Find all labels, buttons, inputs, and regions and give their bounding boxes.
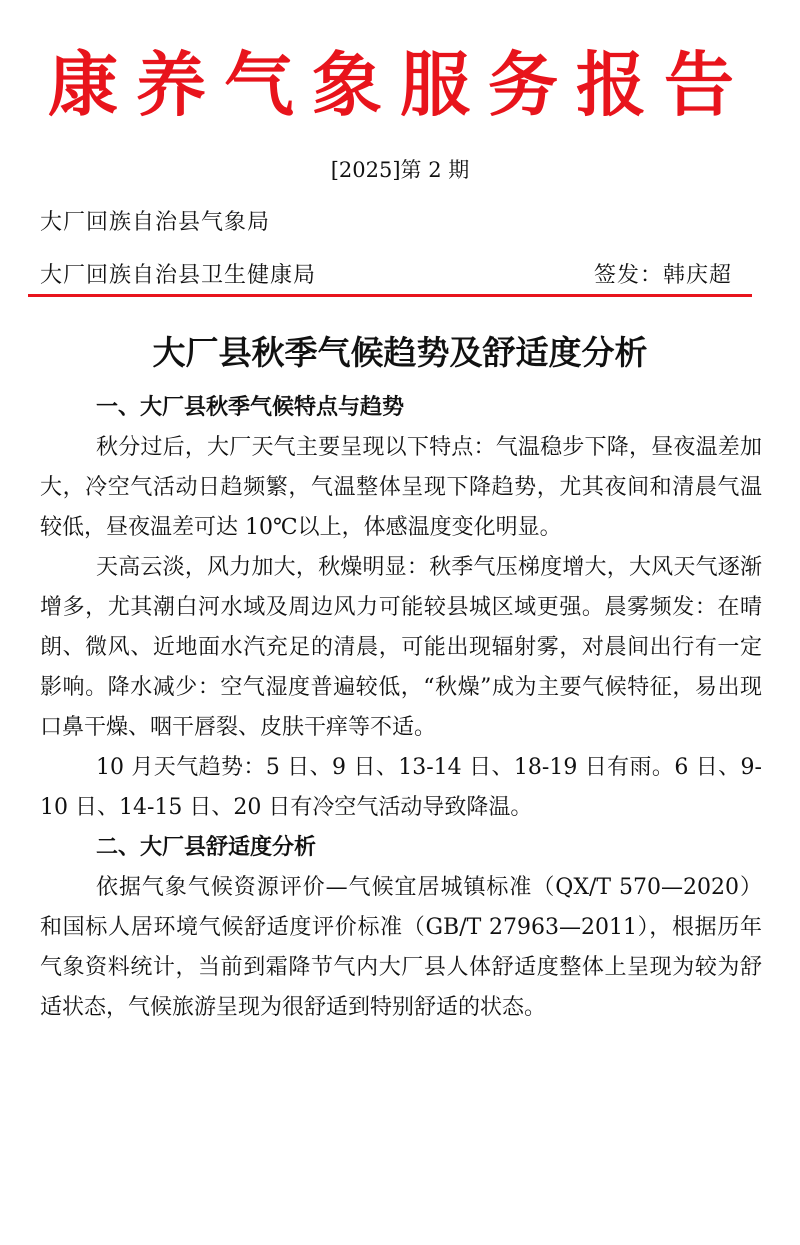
section-heading-climate: 一、大厂县秋季气候特点与趋势 bbox=[96, 395, 405, 420]
issuer-health-bureau: 大厂回族自治县卫生健康局 bbox=[40, 263, 317, 288]
paragraph-climate-2: 天高云淡，风力加大，秋燥明显：秋季气压梯度增大，大风天气逐渐增多，尤其潮白河水域及周边风力可能较县城区域更强。晨雾频发：在晴朗、微风、近地面水汽充足的清晨，可能出现辐射雾，对晨间出行有一定影响。降水减少：空气湿度普遍较低，“秋燥”成为主要气候特征，易出现口鼻干燥、咽干唇裂、皮肤干痒等不适。 bbox=[40, 555, 762, 740]
document-body bbox=[40, 388, 762, 1028]
red-divider bbox=[28, 294, 752, 297]
section-heading-comfort: 二、大厂县舒适度分析 bbox=[96, 835, 317, 860]
issue-number: [2025]第 2 期 bbox=[330, 158, 470, 182]
paragraph-climate-3: 10 月天气趋势：5 日、9 日、13-14 日、18-19 日有雨。6 日、9-10 日、14-15 日、20 日有冷空气活动导致降温。 bbox=[40, 755, 762, 820]
paragraph-climate-1: 秋分过后，大厂天气主要呈现以下特点：气温稳步下降，昼夜温差加大，冷空气活动日趋频繁，气温整体呈现下降趋势，尤其夜间和清晨气温较低，昼夜温差可达 10℃以上，体感温度变化明显。 bbox=[40, 435, 762, 540]
masthead-title: 康养气象服务报告 bbox=[48, 43, 752, 126]
document-title: 大厂县秋季气候趋势及舒适度分析 bbox=[152, 333, 648, 372]
issuer-meteorological-bureau: 大厂回族自治县气象局 bbox=[40, 210, 271, 235]
paragraph-comfort-1: 依据气象气候资源评价—气候宜居城镇标准（QX/T 570—2020）和国标人居环境气候舒适度评价标准（GB/T 27963—2011），根据历年气象资料统计，当前到霜降节气内大厂县人体舒适度整体上呈现为较为舒适状态，气候旅游呈现为很舒适到特别舒适的状态。 bbox=[40, 875, 762, 1020]
signer: 签发：韩庆超 bbox=[593, 263, 732, 288]
